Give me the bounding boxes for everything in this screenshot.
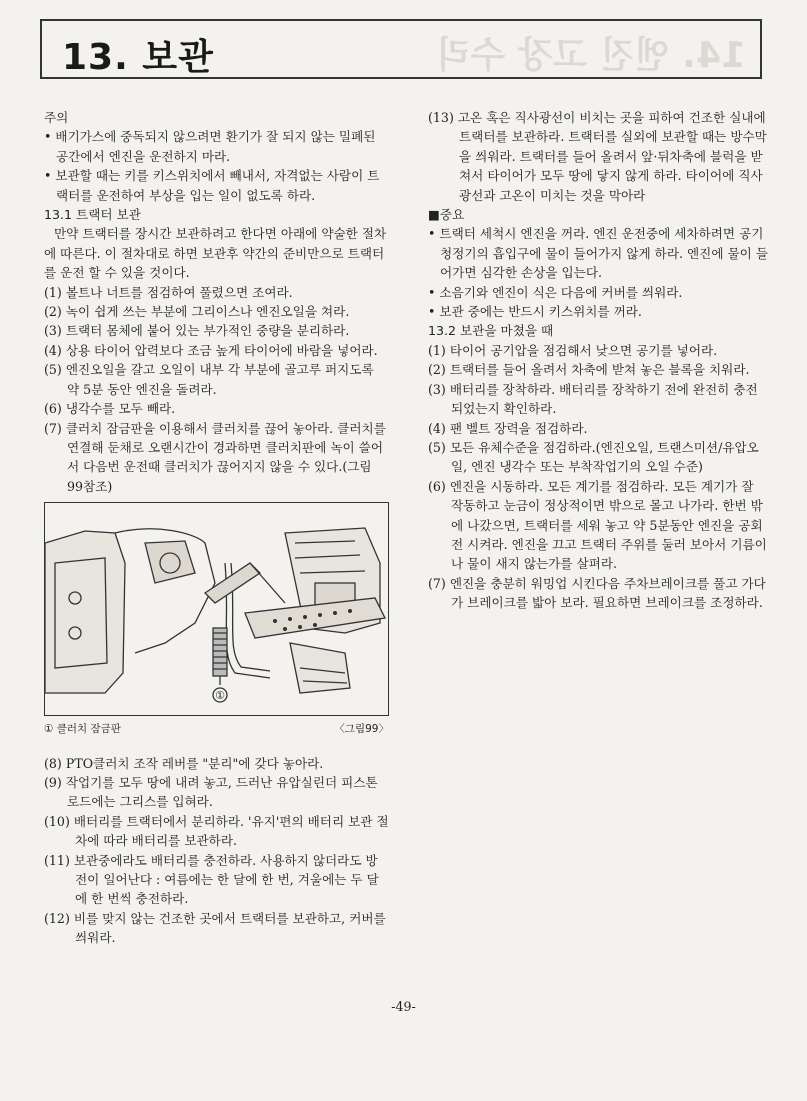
storage-step: (2) 녹이 쉽게 쓰는 부분에 그리이스나 엔진오일을 쳐라. xyxy=(44,304,350,320)
notice-heading: 주의 xyxy=(44,110,69,125)
after-storage-step: (1) 타이어 공기압을 점검해서 낮으면 공기를 넣어라. xyxy=(428,342,718,358)
after-storage-step: (4) 팬 벨트 장력을 점검하라. xyxy=(428,420,588,436)
figure-caption xyxy=(44,720,389,739)
section-title: 13.2 보관을 마쳤을 때 xyxy=(428,323,554,339)
storage-step: (3) 트랙터 몸체에 붙어 있는 부가적인 중량을 분리하라. xyxy=(44,323,350,339)
storage-step: (5) 엔진오일을 갈고 오일이 내부 각 부분에 골고루 퍼지도록 약 5분 동안 엔진을 돌려라. xyxy=(44,362,374,397)
storage-step: (8) PTO클러치 조작 레버를 "분리"에 갖다 놓아라. xyxy=(44,755,324,771)
figure-label: 〈그림99〉 xyxy=(334,723,389,736)
chapter-title: 13. 보관 xyxy=(62,37,214,78)
storage-step: (11) 보관중에라도 배터리를 충전하라. 사용하지 않더라도 방전이 일어난다 : 여름에는 한 달에 한 번, 겨울에는 두 달에 한 번씩 충전하라. xyxy=(44,852,379,907)
section-title: 13.1 트랙터 보관 xyxy=(44,207,141,223)
chapter-header xyxy=(40,19,762,79)
clutch-lock-figure xyxy=(44,502,389,716)
storage-step: (6) 냉각수를 모두 빼라. xyxy=(44,401,176,417)
storage-step: (12) 비를 맞지 않는 건조한 곳에서 트랙터를 보관하고, 커버를 씌워라. xyxy=(44,910,386,946)
figure-legend: ① 클러치 잠금판 xyxy=(44,723,121,736)
after-storage-step: (2) 트랙터를 들어 올려서 차축에 받쳐 놓은 블록을 치워라. xyxy=(428,362,750,378)
important-heading: ■중요 xyxy=(428,207,465,223)
notice-item: • 보관할 때는 키를 키스위치에서 빼내서, 자격없는 사람이 트랙터를 운전하여 부상을 입는 일이 없도록 하라. xyxy=(44,168,380,203)
after-storage-step: (7) 엔진을 충분히 워밍업 시킨다음 주차브레이크를 풀고 가다가 브레이크를 밟아 보라. 필요하면 브레이크를 조정하라. xyxy=(428,575,766,611)
important-item: • 소음기와 엔진이 식은 다음에 커버를 씌워라. xyxy=(428,284,683,300)
storage-step: (13) 고온 혹은 직사광선이 비치는 곳을 피하여 건조한 실내에 트랙터를 보관하라. 트랙터를 실외에 보관할 때는 방수막을 씌워라. 트랙터를 들어 올려서 앞·뒤차축에 블럭을 받쳐서 타이어가 모두 땅에 닿지 않게 하라. 타이어에 직사광선과 고온이 미치는 것을 막아라 xyxy=(428,110,767,203)
right-column xyxy=(428,108,768,613)
after-storage-step: (6) 엔진을 시동하라. 모든 계기를 점검하라. 모든 계기가 잘 작동하고 눈금이 정상적이면 밖으로 몰고 나가라. 한번 밖에 나갔으면, 트랙터를 세워 놓고 약 5분동안 엔진을 공회전 시켜라. 엔진을 끄고 트랙터 주위를 둘러 보아서 기름이나 물이 새지 않는가를 살펴라. xyxy=(428,478,767,572)
bleed-through-text: 14. 엔진 고장 수리 xyxy=(435,35,746,76)
storage-step: (7) 클러치 잠금판을 이용해서 클러치를 끊어 놓아라. 클러치를 연결해 둔채로 오랜시간이 경과하면 클러치판에 녹이 쓸어서 다음번 운전때 클러치가 끊어지지 않을 수 있다.(그림 99참조) xyxy=(44,420,386,494)
storage-step: (9) 작업기를 모두 땅에 내려 놓고, 드러난 유압실린더 피스톤로드에는 그리스를 입혀라. xyxy=(44,774,378,810)
storage-step: (4) 상용 타이어 압력보다 조금 높게 타이어에 바람을 넣어라. xyxy=(44,342,378,358)
important-item: • 보관 중에는 반드시 키스위치를 꺼라. xyxy=(428,304,642,320)
section-intro: 만약 트랙터를 장시간 보관하려고 한다면 아래에 약술한 절차에 따른다. 이 절차대로 하면 보관후 약간의 준비만으로 트랙터를 운전 할 수 있을 것이다. xyxy=(44,226,387,281)
after-storage-step: (3) 배터리를 장착하라. 배터리를 장착하기 전에 완전히 충전되었는지 확인하라. xyxy=(428,381,758,417)
after-storage-step: (5) 모든 유체수준을 점검하라.(엔진오일, 트랜스미션/유압오일, 엔진 냉각수 또는 부착작업기의 오일 수준) xyxy=(428,439,759,475)
left-column xyxy=(44,108,389,948)
figure-marker: ① xyxy=(215,689,225,703)
storage-step: (10) 배터리를 트랙터에서 분리하라. '유지'편의 배터리 보관 절차에 따라 배터리를 보관하라. xyxy=(44,813,389,849)
notice-item: • 배기가스에 중독되지 않으려면 환기가 잘 되지 않는 밀폐된 공간에서 엔진을 운전하지 마라. xyxy=(44,129,376,164)
tractor-clutch-illustration xyxy=(45,503,387,714)
page-number: -49- xyxy=(391,999,416,1014)
storage-step: (1) 볼트나 너트를 점검하여 풀렸으면 조여라. xyxy=(44,284,293,300)
important-item: • 트랙터 세척시 엔진을 꺼라. 엔진 운전중에 세차하려면 공기 청정기의 흡입구에 물이 들어가지 않게 하라. 엔진에 물이 들어가면 심각한 손상을 입는다. xyxy=(428,226,769,281)
